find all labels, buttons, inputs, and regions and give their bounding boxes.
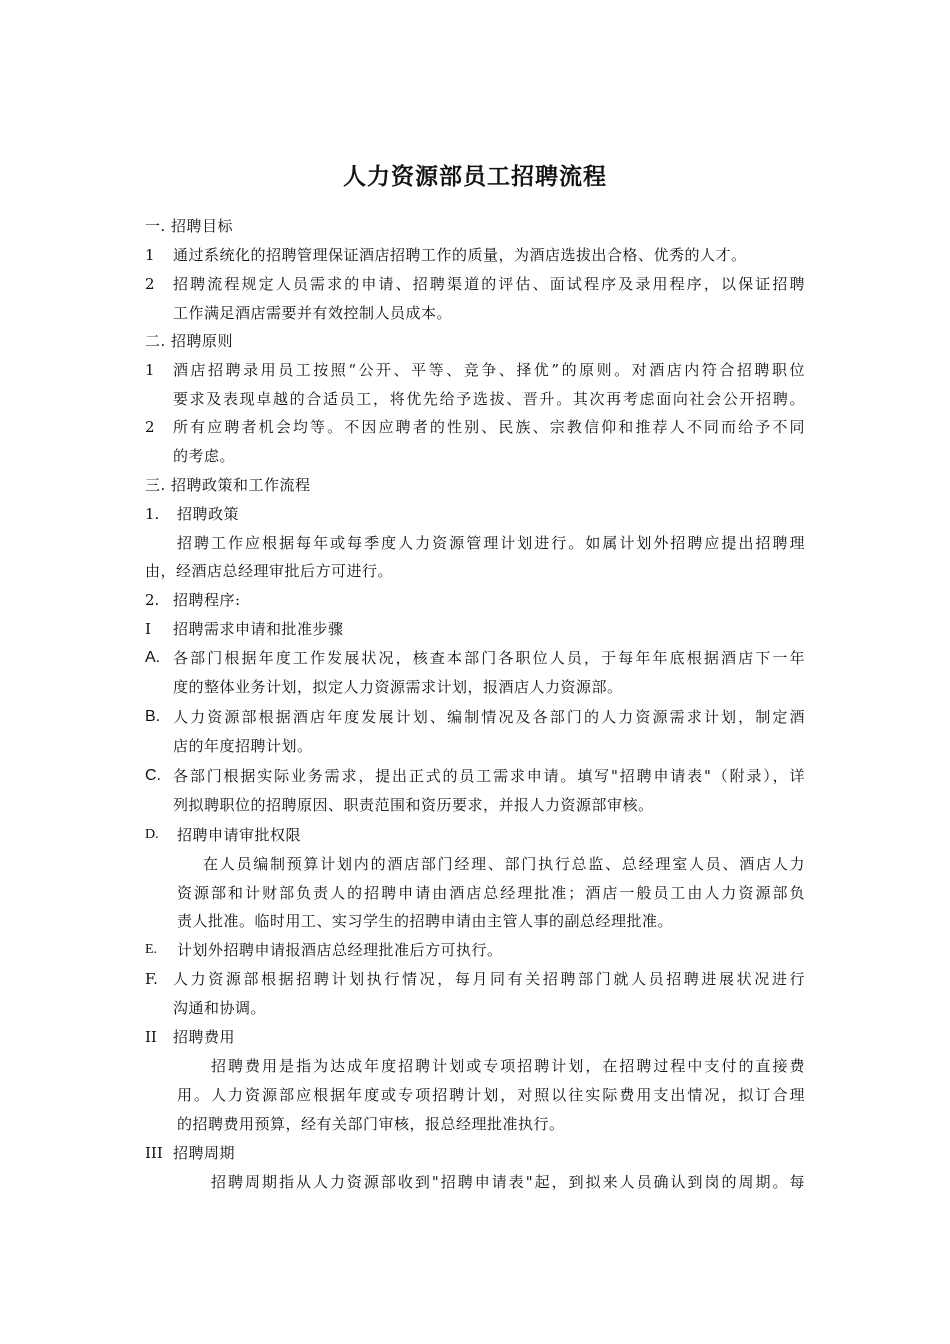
paragraph-line: 招聘流程规定人员需求的申请、招聘渠道的评估、面试程序及录用程序，以保证招聘 xyxy=(173,275,805,293)
paragraph-line: 列拟聘职位的招聘原因、职责范围和资历要求，并报人力资源部审核。 xyxy=(173,796,654,814)
item-number: 2. xyxy=(145,591,160,609)
paragraph-line: 各部门根据实际业务需求，提出正式的员工需求申请。填写"招聘申请表"（附录），详 xyxy=(173,767,805,785)
section-heading-goals: 一. 招聘目标 xyxy=(145,217,234,235)
paragraph-line: 人力资源部根据招聘计划执行情况，每月同有关招聘部门就人员招聘进展状况进行 xyxy=(173,970,805,988)
paragraph-line: 用。人力资源部应根据年度或专项招聘计划，对照以往实际费用支出情况，拟订合理 xyxy=(177,1086,805,1104)
paragraph-line: 在人员编制预算计划内的酒店部门经理、部门执行总监、总经理室人员、酒店人力 xyxy=(203,855,805,873)
item-number: 2 xyxy=(145,418,155,436)
section-heading-principles: 二. 招聘原则 xyxy=(145,332,234,350)
roman-number: I xyxy=(145,620,151,638)
paragraph-line: 招聘费用是指为达成年度招聘计划或专项招聘计划，在招聘过程中支付的直接费 xyxy=(211,1057,805,1075)
subsection-title: 招聘费用 xyxy=(173,1028,236,1046)
roman-number: II xyxy=(145,1028,157,1046)
section-heading-policy: 三. 招聘政策和工作流程 xyxy=(145,476,311,494)
paragraph-line: 酒店招聘录用员工按照“公开、平等、竞争、择优”的原则。对酒店内符合招聘职位 xyxy=(173,361,805,379)
paragraph-line: 由，经酒店总经理审批后方可进行。 xyxy=(145,562,394,580)
paragraph-line: 资源部和计财部负责人的招聘申请由酒店总经理批准；酒店一般员工由人力资源部负 xyxy=(177,884,805,902)
letter-marker: F. xyxy=(145,970,158,988)
paragraph-line: 人力资源部根据酒店年度发展计划、编制情况及各部门的人力资源需求计划，制定酒 xyxy=(173,708,805,726)
paragraph-line: 店的年度招聘计划。 xyxy=(173,737,313,755)
item-number: 2 xyxy=(145,275,155,293)
paragraph-line: 沟通和协调。 xyxy=(173,999,267,1017)
paragraph-line: 所有应聘者机会均等。不因应聘者的性别、民族、宗教信仰和推荐人不同而给予不同 xyxy=(173,418,805,436)
roman-number: III xyxy=(145,1144,163,1162)
letter-marker: C. xyxy=(145,767,161,784)
paragraph-line: 责人批准。临时用工、实习学生的招聘申请由主管人事的副总经理批准。 xyxy=(177,912,674,930)
letter-marker: B. xyxy=(145,708,161,725)
paragraph-line: 招聘工作应根据每年或每季度人力资源管理计划进行。如属计划外招聘应提出招聘理 xyxy=(177,534,805,552)
item-number: 1. xyxy=(145,505,160,523)
subsection-title: 招聘申请审批权限 xyxy=(177,826,302,844)
subsection-title: 招聘需求申请和批准步骤 xyxy=(173,620,344,638)
paragraph-line: 度的整体业务计划，拟定人力资源需求计划，报酒店人力资源部。 xyxy=(173,678,623,696)
paragraph-line: 工作满足酒店需要并有效控制人员成本。 xyxy=(173,304,453,322)
subsection-title: 招聘周期 xyxy=(173,1144,236,1162)
paragraph-line: 的招聘费用预算，经有关部门审核，报总经理批准执行。 xyxy=(177,1115,565,1133)
item-number: 1 xyxy=(145,246,155,264)
paragraph-line: 通过系统化的招聘管理保证酒店招聘工作的质量，为酒店选拔出合格、优秀的人才。 xyxy=(173,246,747,264)
letter-marker: A. xyxy=(145,649,161,666)
paragraph-line: 招聘周期指从人力资源部收到"招聘申请表"起，到拟来人员确认到岗的周期。每 xyxy=(211,1173,805,1191)
paragraph-line: 各部门根据年度工作发展状况，核查本部门各职位人员，于每年年底根据酒店下一年 xyxy=(173,649,805,667)
paragraph-line: 的考虑。 xyxy=(173,447,236,465)
item-number: 1 xyxy=(145,361,155,379)
subsection-title: 招聘程序: xyxy=(173,591,241,609)
letter-marker: E. xyxy=(145,942,158,957)
paragraph-line: 要求及表现卓越的合适员工，将优先给予选拔、晋升。其次再考虑面向社会公开招聘。 xyxy=(173,390,805,408)
page-title: 人力资源部员工招聘流程 xyxy=(343,164,607,190)
subsection-title: 招聘政策 xyxy=(177,505,240,523)
letter-marker: D. xyxy=(145,827,159,842)
paragraph-line: 计划外招聘申请报酒店总经理批准后方可执行。 xyxy=(177,941,503,959)
